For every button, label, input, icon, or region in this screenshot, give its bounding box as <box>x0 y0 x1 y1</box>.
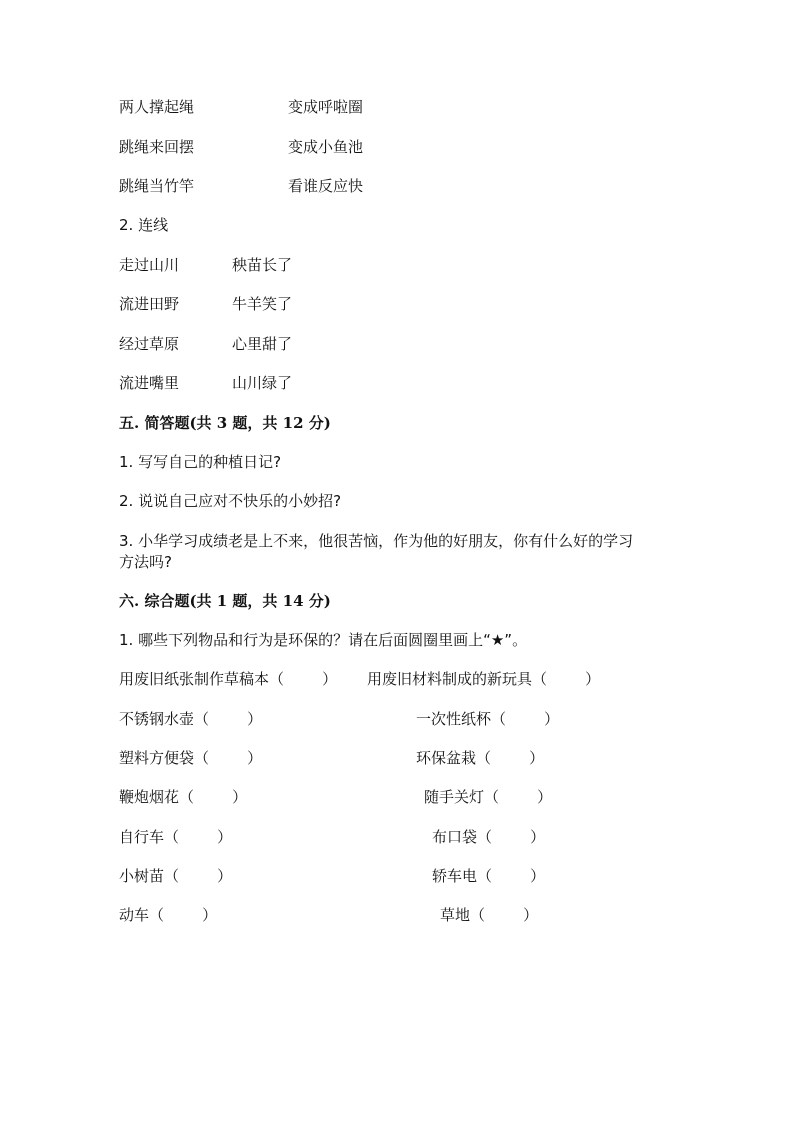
item-bicycle: 自行车（ ） <box>119 828 233 846</box>
section-six-heading: 六. 综合题(共 1 题，共 14 分) <box>119 592 331 610</box>
item-electric-car: 轿车电（ ） <box>432 867 546 885</box>
item-sapling: 小树苗（ ） <box>119 867 233 885</box>
match-two-right-3: 心里甜了 <box>232 335 293 353</box>
item-cloth-bag: 布口袋（ ） <box>432 828 546 846</box>
item-scrap-paper-notebook: 用废旧纸张制作草稿本（ ） <box>119 670 338 688</box>
match-two-title: 2. 连线 <box>119 216 169 234</box>
match-two-left-4: 流进嘴里 <box>119 374 180 392</box>
section-five-question-1: 1. 写写自己的种植日记? <box>119 453 282 471</box>
match-two-right-4: 山川绿了 <box>232 374 293 392</box>
match-one-left-3: 跳绳当竹竿 <box>119 177 195 195</box>
match-two-left-1: 走过山川 <box>119 256 180 274</box>
match-two-right-1: 秧苗长了 <box>232 256 293 274</box>
item-eco-plant: 环保盆栽（ ） <box>416 749 545 767</box>
item-disposable-cup: 一次性纸杯（ ） <box>416 710 560 728</box>
match-two-right-2: 牛羊笑了 <box>232 295 293 313</box>
item-turn-off-lights: 随手关灯（ ） <box>424 788 553 806</box>
match-one-left-1: 两人撑起绳 <box>119 98 195 116</box>
section-five-question-3-line-2: 方法吗? <box>119 553 172 571</box>
item-grassland: 草地（ ） <box>440 906 539 924</box>
match-one-left-2: 跳绳来回摆 <box>119 138 195 156</box>
item-bullet-train: 动车（ ） <box>119 906 218 924</box>
item-firecrackers: 鞭炮烟花（ ） <box>119 788 248 806</box>
section-six-question-1: 1. 哪些下列物品和行为是环保的？请在后面圆圈里画上“★”。 <box>119 631 528 649</box>
item-recycled-toy: 用废旧材料制成的新玩具（ ） <box>367 670 601 688</box>
match-two-left-3: 经过草原 <box>119 335 180 353</box>
match-one-right-3: 看谁反应快 <box>288 177 364 195</box>
section-five-heading: 五. 简答题(共 3 题，共 12 分) <box>119 414 331 432</box>
match-one-right-2: 变成小鱼池 <box>288 138 364 156</box>
section-five-question-3-line-1: 3. 小华学习成绩老是上不来，他很苦恼，作为他的好朋友，你有什么好的学习 <box>119 532 634 550</box>
item-plastic-bag: 塑料方便袋（ ） <box>119 749 263 767</box>
match-one-right-1: 变成呼啦圈 <box>288 98 364 116</box>
item-steel-kettle: 不锈钢水壶（ ） <box>119 710 263 728</box>
section-five-question-2: 2. 说说自己应对不快乐的小妙招? <box>119 492 342 510</box>
match-two-left-2: 流进田野 <box>119 295 180 313</box>
